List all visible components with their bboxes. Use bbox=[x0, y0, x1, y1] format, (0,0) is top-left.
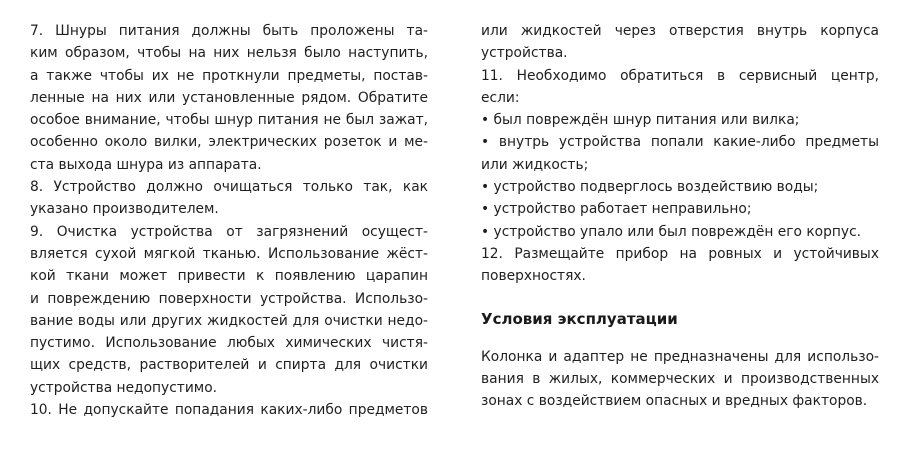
text-line: зонах с воздействием опасных и вредных факторов. bbox=[481, 393, 868, 410]
text-line: кой ткани может привести к появлению царапин bbox=[30, 268, 428, 285]
text-line: вляется сухой мягкой тканью. Использование жёст- bbox=[30, 245, 428, 262]
text-line: указано производителем. bbox=[30, 201, 219, 218]
heading-spacer bbox=[481, 332, 879, 346]
text-line: • устройство работает неправильно; bbox=[481, 201, 752, 218]
text-line: 12. Размещайте прибор на ровных и устойчивых bbox=[481, 245, 879, 262]
text-line: 7. Шнуры питания должны быть проложены та- bbox=[30, 23, 428, 39]
text-line: или жидкость; bbox=[481, 156, 589, 173]
text-line: пустимо. Использование любых химических чистя- bbox=[30, 335, 428, 352]
text-line: • был повреждён шнур питания или вилка; bbox=[481, 112, 800, 129]
section-heading: Условия эксплуатации bbox=[481, 309, 678, 328]
text-line: если: bbox=[481, 89, 520, 106]
text-line: особое внимание, чтобы шнур питания не был зажат, bbox=[30, 112, 428, 129]
text-line: 11. Необходимо обратиться в сервисный центр, bbox=[481, 67, 879, 84]
text-line: вания в жилых, коммерческих и производственных bbox=[481, 370, 879, 387]
section-body bbox=[481, 346, 879, 413]
right-column-text bbox=[481, 20, 879, 288]
text-line: 10. Не допускайте попадания каких-либо предметов bbox=[30, 402, 428, 419]
text-line: 9. Очистка устройства от загрязнений осущест- bbox=[30, 223, 428, 240]
text-line: вание воды или других жидкостей для очистки недо- bbox=[30, 312, 428, 329]
left-column bbox=[30, 20, 428, 421]
text-line: устройства. bbox=[481, 45, 568, 62]
right-column bbox=[481, 20, 879, 412]
text-line: а также чтобы их не проткнули предметы, постав- bbox=[30, 67, 428, 84]
text-line: • устройство подверглось воздействию воды; bbox=[481, 179, 819, 196]
text-line: особенно около вилки, электрических розеток и ме- bbox=[30, 134, 428, 151]
text-line: ким образом, чтобы на них нельзя было наступить, bbox=[30, 45, 428, 62]
text-line: и повреждению поверхности устройства. Использо- bbox=[30, 290, 428, 307]
text-line: Колонка и адаптер не предназначены для использо- bbox=[481, 348, 879, 365]
text-line: • внутрь устройства попали какие-либо предметы bbox=[481, 134, 879, 151]
text-line: 8. Устройство должно очищаться только так, как bbox=[30, 179, 428, 196]
text-line: поверхностях. bbox=[481, 268, 586, 285]
text-line: ленные на них или установленные рядом. Обратите bbox=[30, 89, 428, 106]
text-line: • устройство упало или был повреждён его корпус. bbox=[481, 223, 862, 240]
text-line: устройства недопустимо. bbox=[30, 379, 218, 396]
text-line: щих средств, растворителей и спирта для очистки bbox=[30, 357, 428, 374]
text-line: ста выхода шнура из аппарата. bbox=[30, 156, 262, 173]
text-line: или жидкостей через отверстия внутрь корпуса bbox=[481, 23, 879, 39]
